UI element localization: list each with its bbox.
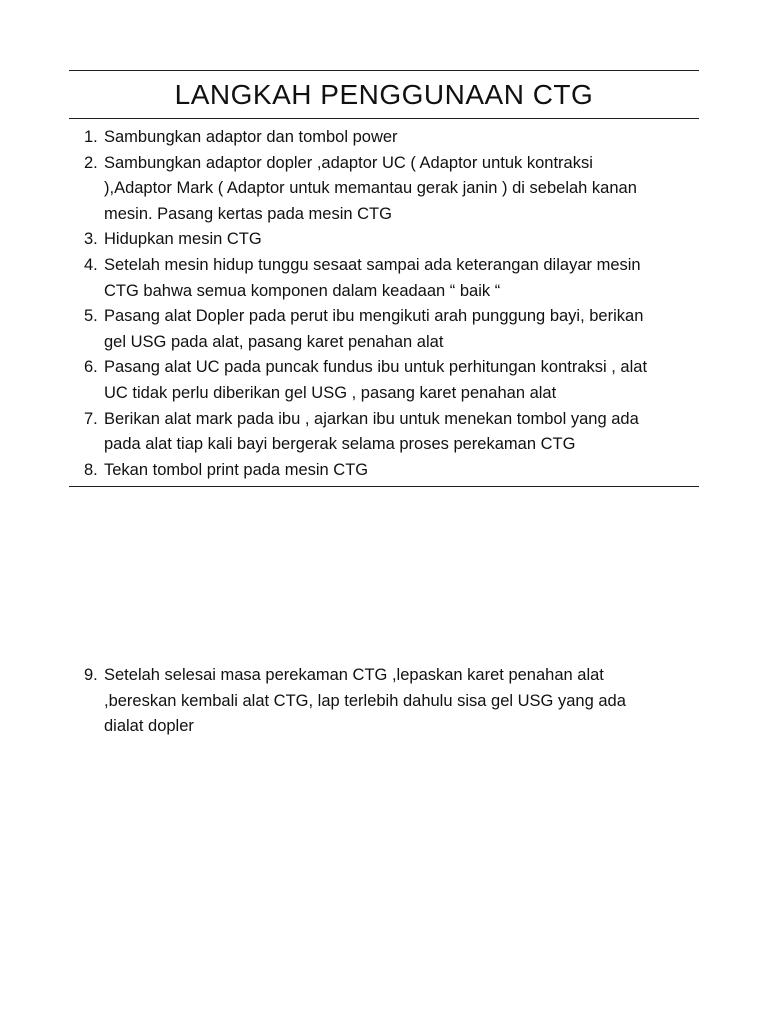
step-text: Tekan tombol print pada mesin CTG [104, 460, 369, 479]
step-item [84, 125, 704, 151]
step-item [84, 458, 704, 484]
step-number: 9. [84, 666, 98, 684]
step-item [84, 227, 704, 253]
step-number: 1. [84, 128, 98, 146]
step-text: Setelah mesin hidup tunggu sesaat sampai ada keterangan dilayar mesin CTG bahwa semua komponen dalam keadaan “ baik “ [104, 255, 641, 300]
step-number: 3. [84, 230, 98, 249]
step-number: 7. [84, 409, 98, 428]
step-item [84, 304, 704, 355]
step-number: 8. [84, 460, 98, 479]
step-number: 2. [84, 153, 98, 172]
step-text: Sambungkan adaptor dopler ,adaptor UC ( Adaptor untuk kontraksi ),Adaptor Mark ( Adaptor untuk memantau gerak janin ) di sebelah kanan mesin. Pasang kertas pada mesin CTG [104, 153, 637, 223]
steps-list [84, 125, 704, 483]
step-number: 6. [84, 358, 98, 377]
step-item [84, 663, 704, 740]
step-item [84, 355, 704, 406]
step-number: 5. [84, 307, 98, 326]
step-text: Setelah selesai masa perekaman CTG ,lepaskan karet penahan alat ,bereskan kembali alat CTG, lap terlebih dahulu sisa gel USG yang ada dialat dopler [104, 666, 626, 736]
step-text: Pasang alat Dopler pada perut ibu mengikuti arah punggung bayi, berikan gel USG pada alat, pasang karet penahan alat [104, 307, 644, 351]
bottom-divider [69, 486, 699, 487]
step-item [84, 151, 704, 228]
step-text: Pasang alat UC pada puncak fundus ibu untuk perhitungan kontraksi , alat UC tidak perlu diberikan gel USG , pasang karet penahan alat [104, 358, 648, 402]
steps-list-continued [84, 663, 704, 740]
step-text: Hidupkan mesin CTG [104, 230, 262, 249]
title-divider [69, 118, 699, 119]
step-text: Berikan alat mark pada ibu , ajarkan ibu untuk menekan tombol yang ada pada alat tiap kali bayi bergerak selama proses perekaman CTG [104, 409, 639, 454]
document-title: LANGKAH PENGGUNAAN CTG [174, 79, 594, 110]
step-number: 4. [84, 255, 98, 274]
step-item [84, 407, 704, 458]
step-text: Sambungkan adaptor dan tombol power [104, 128, 398, 146]
step-item [84, 253, 704, 304]
top-divider [69, 70, 699, 71]
